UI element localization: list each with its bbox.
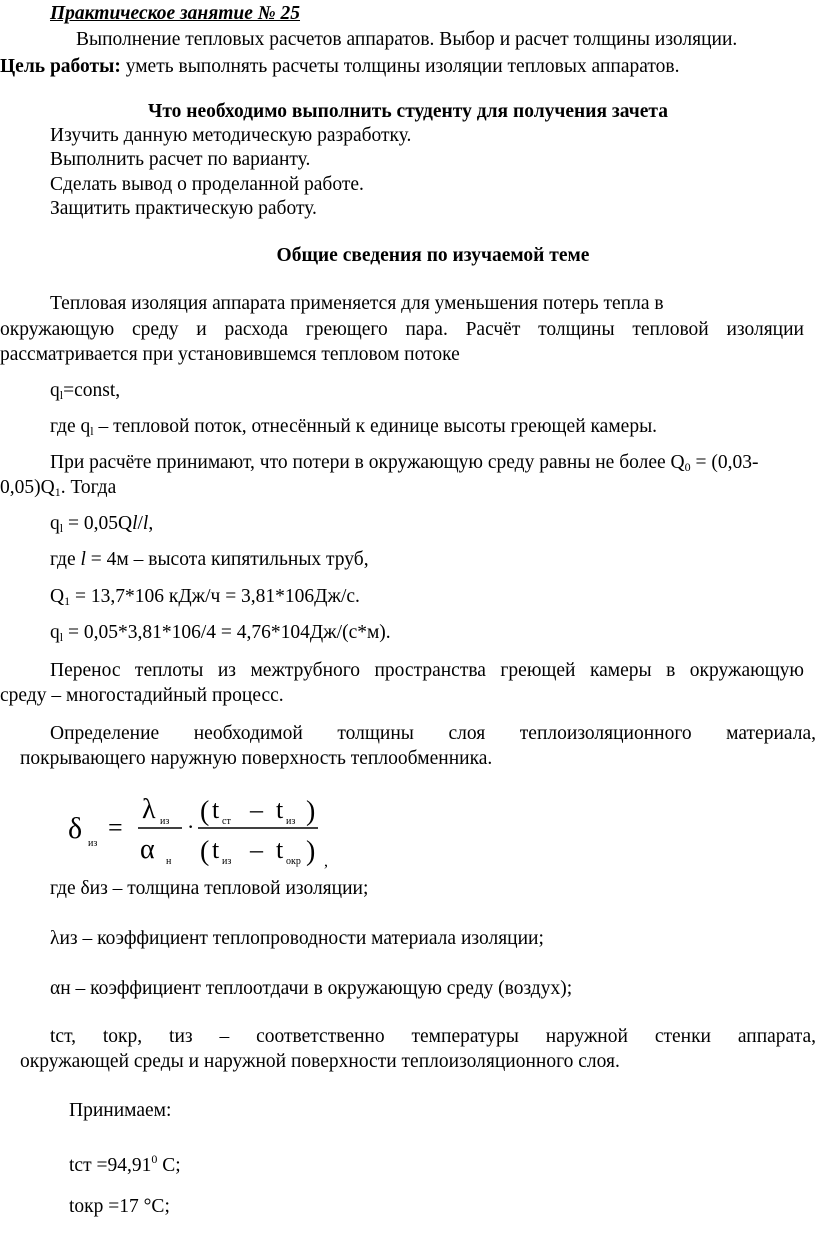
paren: ): [306, 836, 316, 867]
lambda-subscript: из: [160, 816, 170, 827]
delta-symbol: δ: [68, 812, 83, 845]
definition-intro-line: Определение необходимой толщины слоя теплоизоляционного материала,: [50, 723, 816, 744]
definition-alpha: αн – коэффициент теплоотдачи в окружающую среду (воздух);: [50, 978, 573, 999]
delta-subscript: из: [88, 838, 98, 849]
transfer-line-2: среду – многостадийный процесс.: [0, 685, 284, 706]
definition-lambda: λиз – коэффициент теплопроводности материала изоляции;: [50, 928, 544, 949]
theory-paragraph-line: окружающую среду и расхода греющего пара. Расчёт толщины тепловой изоляции: [0, 319, 804, 340]
transfer-line: Перенос теплоты из межтрубного пространства греющей камеры в окружающую: [50, 660, 804, 681]
loss-line-2: $0,05)Q_1$. Тогда: [0, 477, 117, 499]
t-symbol: t: [212, 835, 220, 864]
alpha-subscript: н: [166, 856, 172, 867]
page-subtitle: Выполнение тепловых расчетов аппаратов. Выбор и расчет толщины изоляции.: [76, 29, 738, 50]
theory-paragraph-line: [50, 291, 804, 317]
task-item: Выполнить расчет по варианту.: [50, 149, 311, 170]
tokr-value: tокр =17 °С;: [69, 1196, 170, 1217]
definition-temperatures: tст, tокр, tиз – соответственно температуры наружной стенки аппарата,: [50, 1026, 816, 1047]
loss-line: При расчёте принимают, что потери в окружающую среду равны не более $Q_0 = (0,03-$: [50, 452, 759, 474]
task-item: Сделать вывод о проделанной работе.: [50, 174, 364, 195]
paren: ): [306, 796, 316, 827]
lambda-symbol: λ: [142, 794, 156, 825]
definition-delta: где δиз – толщина тепловой изоляции;: [50, 878, 369, 899]
t-subscript: из: [222, 856, 232, 867]
Q1-line: $Q_1 = 13,7*106$ кДж/ч = 3,81*106Дж/с.: [50, 586, 360, 608]
tst-value: tст $=94,91^0$ С;: [69, 1152, 181, 1176]
equals-sign: =: [108, 813, 123, 842]
goal-text: уметь выполнять расчеты толщины изоляции тепловых аппаратов.: [125, 56, 680, 77]
task-item: Изучить данную методическую разработку.: [50, 125, 412, 146]
q-const-line: $q_l=const$,: [50, 380, 121, 402]
where-q-line: где $q_l$ – тепловой поток, отнесённый к единице высоты греющей камеры.: [50, 416, 658, 438]
t-subscript: из: [286, 816, 296, 827]
t-subscript: окр: [286, 856, 301, 867]
t-subscript: ст: [222, 816, 231, 827]
insulation-thickness-formula: [60, 790, 350, 870]
goal-line: [0, 54, 679, 80]
minus-sign: –: [250, 835, 263, 864]
definition-temperatures-2: окружающей среды и наружной поверхности теплоизоляционного слоя.: [20, 1051, 620, 1072]
text-line: Тепловая изоляция аппарата применяется для уменьшения потерь тепла в: [50, 293, 664, 314]
page-title: Практическое занятие № 25: [50, 3, 301, 24]
task-item: Защитить практическую работу.: [50, 198, 317, 219]
ql-formula-line: $q_l = 0,05Ql/l$,: [50, 513, 154, 535]
multiply-dot: ·: [187, 814, 195, 839]
theory-heading: Общие сведения по изучаемой теме: [276, 245, 590, 266]
goal-label: Цель работы:: [0, 56, 121, 77]
paren: (: [200, 836, 210, 867]
tasks-heading: Что необходимо выполнить студенту для получения зачета: [148, 101, 668, 122]
accepted-label: Принимаем:: [69, 1100, 172, 1121]
theory-paragraph-line: рассматривается при установившемся тепловом потоке: [0, 344, 460, 365]
t-symbol: t: [276, 795, 284, 824]
definition-intro-line-2: покрывающего наружную поверхность теплообменника.: [20, 748, 493, 769]
where-l-line: где l = 4м – высота кипятильных труб,: [50, 549, 369, 570]
formula-comma: ,: [324, 853, 328, 870]
ql-calc-line: $q_l = 0,05*3,81*106/4 = 4,76*104Дж/(с*м)$.: [50, 622, 391, 644]
minus-sign: –: [250, 795, 263, 824]
alpha-symbol: α: [140, 834, 155, 865]
t-symbol: t: [276, 835, 284, 864]
t-symbol: t: [212, 795, 220, 824]
paren: (: [200, 796, 210, 827]
